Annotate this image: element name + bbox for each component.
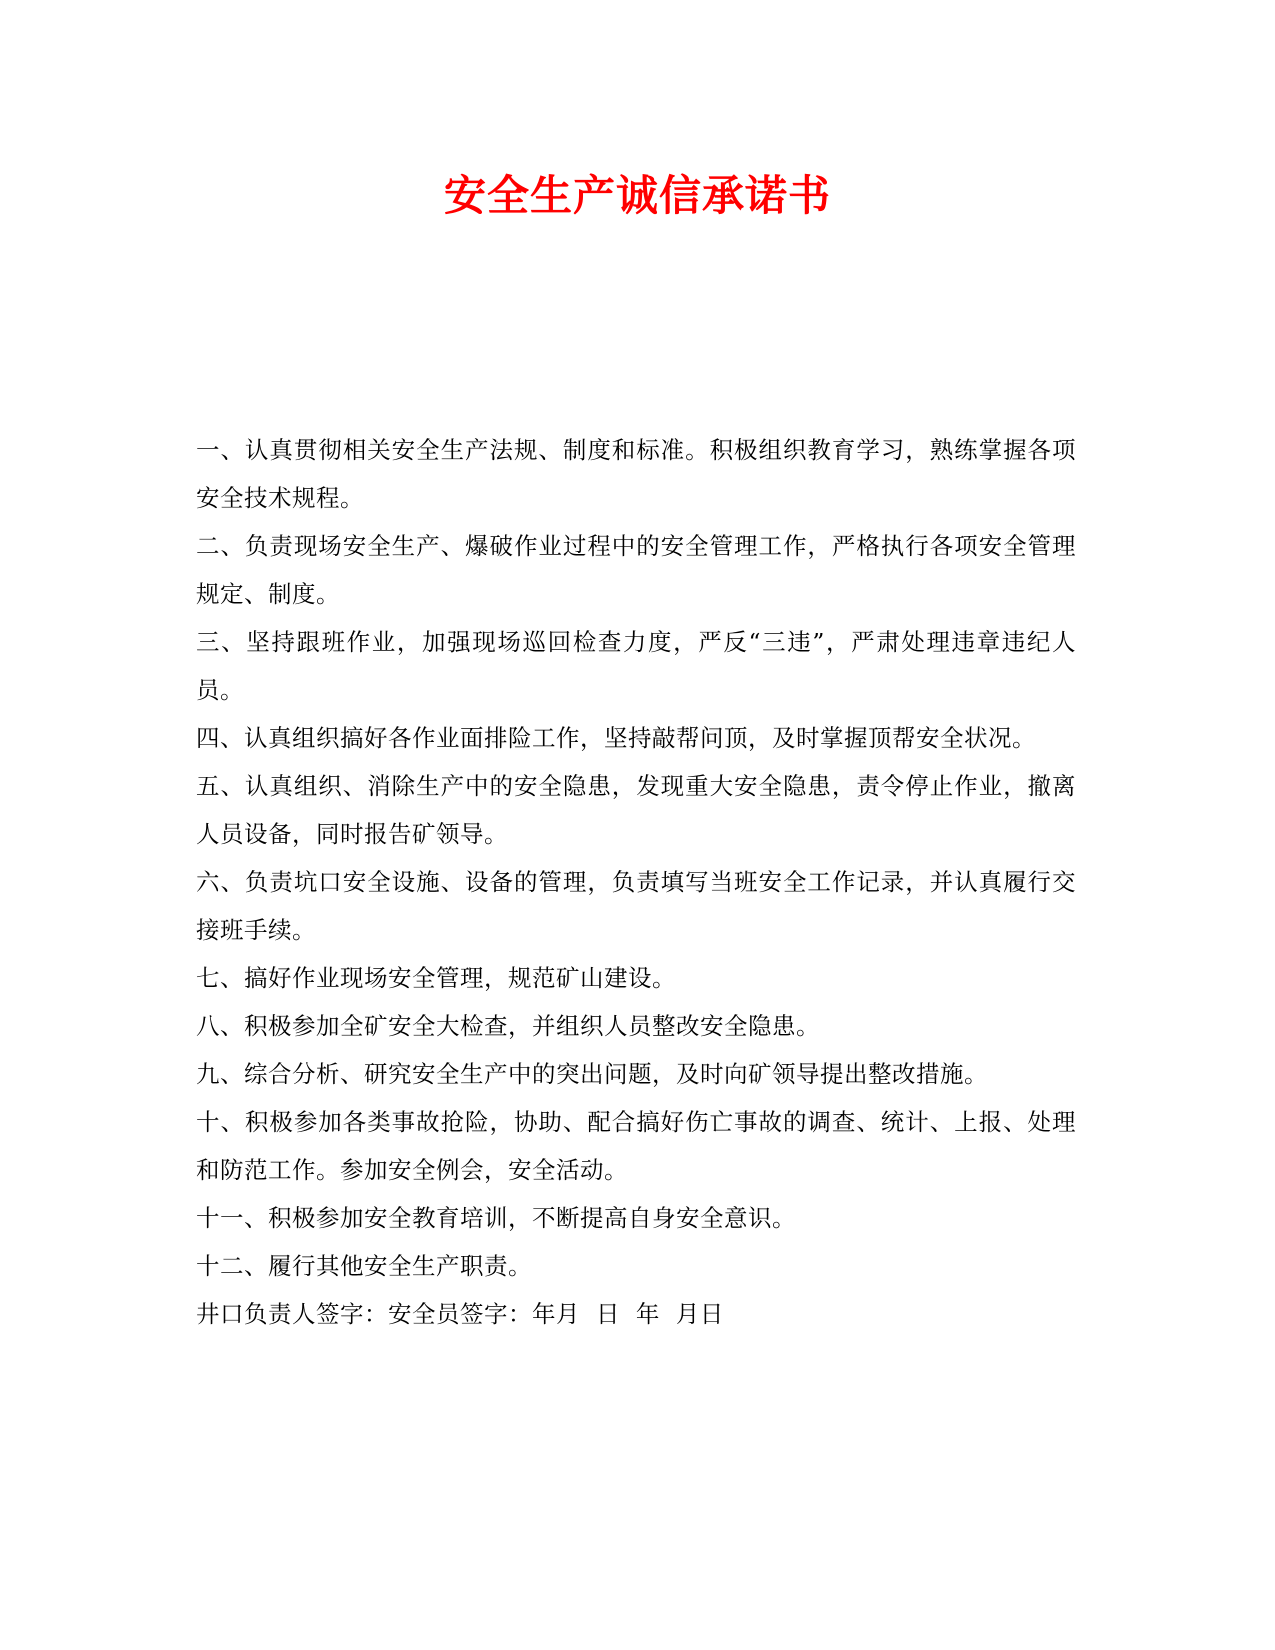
clause-12: 十二、履行其他安全生产职责。 xyxy=(196,1252,532,1280)
clause-7: 七、搞好作业现场安全管理，规范矿山建设。 xyxy=(196,964,676,992)
clause-8: 八、积极参加全矿安全大检查，并组织人员整改安全隐患。 xyxy=(196,1012,820,1040)
clause-6: 六、负责坑口安全设施、设备的管理，负责填写当班安全工作记录，并认真履行交接班手续。 xyxy=(196,868,1076,944)
signature-line: 井口负责人签字：安全员签字：年月 日 年 月日 xyxy=(196,1300,724,1328)
clause-5: 五、认真组织、消除生产中的安全隐患，发现重大安全隐患，责令停止作业，撤离人员设备，同时报告矿领导。 xyxy=(196,772,1076,848)
document-title: 安全生产诚信承诺书 xyxy=(443,171,831,220)
clause-2: 二、负责现场安全生产、爆破作业过程中的安全管理工作，严格执行各项安全管理规定、制度。 xyxy=(196,532,1076,608)
clause-3: 三、坚持跟班作业，加强现场巡回检查力度，严反“三违”，严肃处理违章违纪人员。 xyxy=(196,628,1076,704)
clause-4: 四、认真组织搞好各作业面排险工作，坚持敲帮问顶，及时掌握顶帮安全状况。 xyxy=(196,724,1036,752)
document-body xyxy=(196,426,1076,1338)
clause-1: 一、认真贯彻相关安全生产法规、制度和标准。积极组织教育学习，熟练掌握各项安全技术规程。 xyxy=(196,436,1076,512)
clause-10: 十、积极参加各类事故抢险，协助、配合搞好伤亡事故的调查、统计、上报、处理和防范工作。参加安全例会，安全活动。 xyxy=(196,1108,1076,1184)
clause-9: 九、综合分析、研究安全生产中的突出问题，及时向矿领导提出整改措施。 xyxy=(196,1060,988,1088)
clause-11: 十一、积极参加安全教育培训，不断提高自身安全意识。 xyxy=(196,1204,796,1232)
